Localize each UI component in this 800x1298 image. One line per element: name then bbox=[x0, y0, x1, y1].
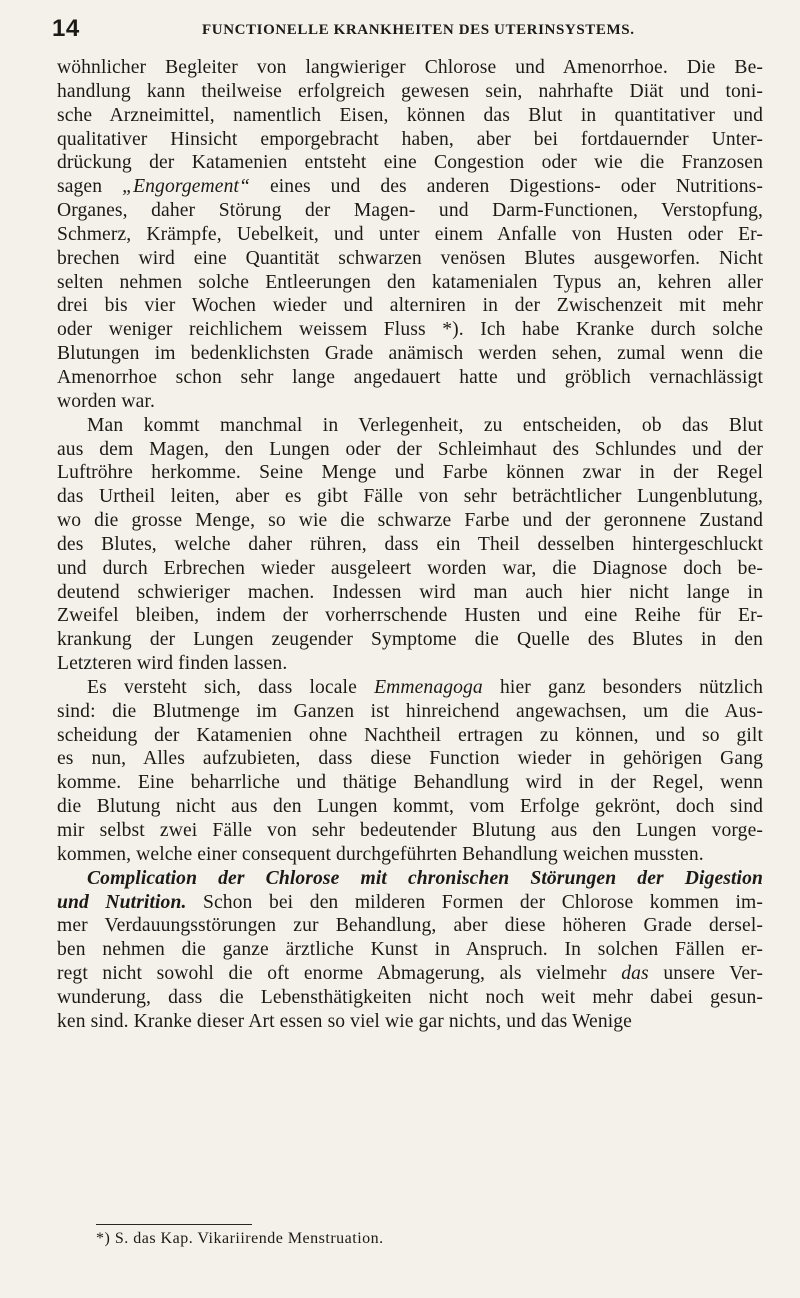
paragraph bbox=[57, 867, 763, 1034]
text-run: Schon bei den milderen Formen der Chlorose kommen im- bbox=[186, 891, 763, 913]
text-run: qualitativer Hinsicht emporgebracht haben, aber bei fortdauernder Unter- bbox=[57, 128, 763, 150]
text-line bbox=[57, 891, 763, 915]
text-run: selten nehmen solche Entleerungen den katamenialen Typus an, kehren aller bbox=[57, 271, 763, 293]
text-line bbox=[57, 604, 763, 628]
text-run: das Urtheil leiten, aber es gibt Fälle von sehr beträchtlicher Lungenblutung, bbox=[57, 486, 763, 508]
text-run: sagen bbox=[57, 176, 123, 198]
text-line bbox=[57, 151, 763, 175]
text-line bbox=[57, 294, 763, 318]
text-line bbox=[57, 581, 763, 605]
text-line bbox=[57, 318, 763, 342]
text-run: scheidung der Katamenien ohne Nachtheil ertragen zu können, und so gilt bbox=[57, 724, 763, 746]
paragraph bbox=[57, 414, 763, 676]
text-run: drückung der Katamenien entsteht eine Congestion oder wie die Franzosen bbox=[57, 152, 763, 174]
text-line bbox=[57, 676, 763, 700]
text-line bbox=[57, 914, 763, 938]
text-run: ben nehmen die ganze ärztliche Kunst in Anspruch. In solchen Fällen er- bbox=[57, 939, 763, 961]
text-line bbox=[57, 342, 763, 366]
text-run: Es versteht sich, dass locale bbox=[87, 676, 375, 698]
text-run: krankung der Lungen zeugender Symptome die Quelle des Blutes in den bbox=[57, 629, 763, 651]
text-line bbox=[57, 80, 763, 104]
emphasized-text: Emmenagoga bbox=[374, 676, 483, 698]
paragraph bbox=[57, 676, 763, 867]
text-line bbox=[57, 104, 763, 128]
text-run: aus dem Magen, den Lungen oder der Schleimhaut des Schlundes und der bbox=[57, 438, 763, 460]
emphasized-text: Complication der Chlorose mit chronischen Störungen der Digestion bbox=[87, 867, 763, 889]
text-line bbox=[57, 724, 763, 748]
text-line bbox=[57, 795, 763, 819]
body-text bbox=[57, 56, 763, 1034]
text-run: Letzteren wird finden lassen. bbox=[57, 653, 288, 675]
text-run: kommen, welche einer consequent durchgeführten Behandlung weichen mussten. bbox=[57, 843, 704, 865]
text-line bbox=[57, 271, 763, 295]
emphasized-text: „Engorgement“ bbox=[122, 176, 251, 198]
page-number: 14 bbox=[52, 15, 80, 42]
text-run: handlung kann theilweise erfolgreich gewesen sein, nahrhafte Diät und toni- bbox=[57, 80, 763, 102]
text-line bbox=[57, 56, 763, 80]
text-run: wunderung, dass die Lebensthätigkeiten nicht noch weit mehr dabei gesun- bbox=[57, 986, 763, 1008]
text-line bbox=[57, 1010, 763, 1034]
footnote-rule bbox=[96, 1224, 252, 1225]
text-line bbox=[57, 175, 763, 199]
text-run: sche Arzneimittel, namentlich Eisen, können das Blut in quantitativer und bbox=[57, 104, 763, 126]
text-run: die Blutung nicht aus den Lungen kommt, vom Erfolge gekrönt, doch sind bbox=[57, 796, 763, 818]
page-header bbox=[52, 14, 764, 44]
text-run: mer Verdauungsstörungen zur Behandlung, aber diese höheren Grade dersel- bbox=[57, 915, 763, 937]
text-run: wöhnlicher Begleiter von langwieriger Chlorose und Amenorrhoe. Die Be- bbox=[57, 57, 763, 78]
text-line bbox=[57, 962, 763, 986]
text-line bbox=[57, 819, 763, 843]
text-run: Zweifel bleiben, indem der vorherrschende Husten und eine Reihe für Er- bbox=[57, 605, 763, 627]
text-line bbox=[57, 986, 763, 1010]
text-run: Amenorrhoe schon sehr lange angedauert hatte und gröblich vernachlässigt bbox=[57, 366, 763, 388]
text-line bbox=[57, 485, 763, 509]
text-line bbox=[57, 461, 763, 485]
text-line bbox=[57, 771, 763, 795]
text-run: drei bis vier Wochen wieder und alterniren in der Zwischenzeit mit mehr bbox=[57, 295, 763, 317]
text-run: komme. Eine beharrliche und thätige Behandlung wird in der Regel, wenn bbox=[57, 772, 763, 794]
text-line bbox=[57, 509, 763, 533]
text-line bbox=[57, 438, 763, 462]
text-run: sind: die Blutmenge im Ganzen ist hinreichend angewachsen, um die Aus- bbox=[57, 700, 763, 722]
paragraph bbox=[57, 56, 763, 414]
text-line bbox=[57, 843, 763, 867]
text-run: worden war. bbox=[57, 390, 155, 412]
text-line bbox=[57, 700, 763, 724]
text-run: ken sind. Kranke dieser Art essen so viel wie gar nichts, und das Wenige bbox=[57, 1010, 632, 1032]
text-line bbox=[57, 223, 763, 247]
text-run: unsere Ver- bbox=[648, 963, 763, 985]
text-run: eines und des anderen Digestions- oder Nutritions- bbox=[250, 176, 763, 198]
text-run: Man kommt manchmal in Verlegenheit, zu entscheiden, ob das Blut bbox=[87, 414, 763, 436]
text-line bbox=[57, 938, 763, 962]
text-run: und durch Erbrechen wieder ausgeleert worden war, die Diagnose doch be- bbox=[57, 557, 763, 579]
text-line bbox=[57, 867, 763, 891]
text-run: brechen wird eine Quantität schwarzen venösen Blutes ausgeworfen. Nicht bbox=[57, 247, 763, 269]
text-line bbox=[57, 199, 763, 223]
text-line bbox=[57, 747, 763, 771]
text-line bbox=[57, 414, 763, 438]
text-run: es nun, Alles aufzubieten, dass diese Function wieder in gehörigen Gang bbox=[57, 748, 763, 770]
text-run: deutend schwieriger machen. Indessen wird man auch hier nicht lange in bbox=[57, 581, 763, 603]
text-run: Blutungen im bedenklichsten Grade anämisch werden sehen, zumal wenn die bbox=[57, 343, 763, 365]
text-line bbox=[57, 366, 763, 390]
text-run: wo die grosse Menge, so wie die schwarze Farbe und der geronnene Zustand bbox=[57, 510, 763, 532]
text-run: des Blutes, welche daher rühren, dass ein Theil desselben hintergeschluckt bbox=[57, 533, 763, 555]
text-run: mir selbst zwei Fälle von sehr bedeutender Blutung aus den Lungen vorge- bbox=[57, 820, 763, 841]
text-run: Organes, daher Störung der Magen- und Darm-Functionen, Verstopfung, bbox=[57, 200, 763, 222]
emphasized-text: und Nutrition. bbox=[57, 891, 187, 913]
emphasized-text: das bbox=[621, 963, 649, 985]
text-line bbox=[57, 533, 763, 557]
running-head: FUNCTIONELLE KRANKHEITEN DES UTERINSYSTEMS. bbox=[202, 22, 635, 38]
text-run: regt nicht sowohl die oft enorme Abmagerung, als vielmehr bbox=[57, 963, 622, 985]
text-run: hier ganz besonders nützlich bbox=[482, 676, 763, 698]
text-line bbox=[57, 628, 763, 652]
text-line bbox=[57, 390, 763, 414]
text-line bbox=[57, 557, 763, 581]
text-line bbox=[57, 128, 763, 152]
text-run: Schmerz, Krämpfe, Uebelkeit, und unter einem Anfalle von Husten oder Er- bbox=[57, 223, 763, 245]
text-run: oder weniger reichlichem weissem Fluss *). Ich habe Kranke durch solche bbox=[57, 319, 763, 341]
text-line bbox=[57, 652, 763, 676]
text-line bbox=[57, 247, 763, 271]
footnote: *) S. das Kap. Vikariirende Menstruation. bbox=[96, 1230, 384, 1247]
text-run: Luftröhre herkomme. Seine Menge und Farbe können zwar in der Regel bbox=[57, 462, 763, 484]
